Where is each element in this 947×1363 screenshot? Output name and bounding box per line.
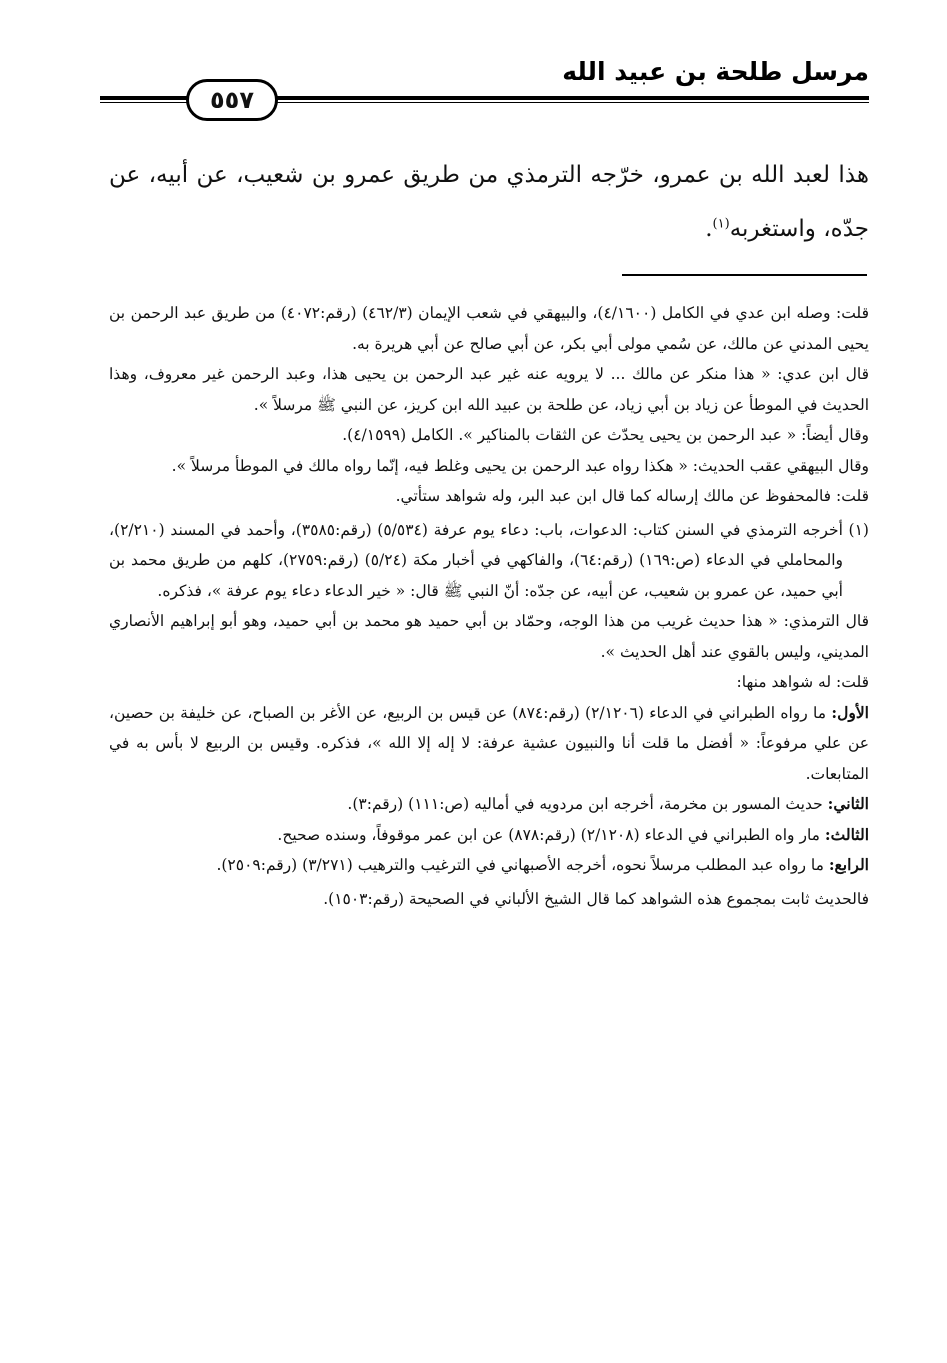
witness-text: مار واه الطبراني في الدعاء (٢/١٢٠٨) (رقم:٨٧٨) عن ابن عمر موقوفاً، وسنده صحيح. xyxy=(277,825,825,844)
witness-label: الرابع: xyxy=(828,855,869,874)
witness-label: الثاني: xyxy=(827,794,869,813)
witness-text: ما رواه الطبراني في الدعاء (٢/١٢٠٦) (رقم:٨٧٤) عن قيس بن الربيع، عن الأغر بن الصباح، عن خليفة بن حصين، عن علي مرفوعاً: « أفضل ما قلت أنا والنبيون عشية عرفة: لا إله إلا الله »، فذكره. وقيس بن الربيع لا بأس به في المتابعات. xyxy=(109,703,869,783)
witness-item xyxy=(109,820,869,851)
witness-label: الثالث: xyxy=(824,824,869,844)
page-number-badge xyxy=(186,79,278,121)
witness-item xyxy=(109,698,869,790)
notes-section xyxy=(109,298,869,914)
note-line: وقال أيضاً: « عبد الرحمن بن يحيى يحدّث عن الثقات بالمناكير ». الكامل (٤/١٥٩٩). xyxy=(342,426,869,444)
witness-label: الأول: xyxy=(831,702,869,722)
running-title: مرسل طلحة بن عبيد الله xyxy=(562,57,869,86)
main-paragraph-end: . xyxy=(705,216,713,242)
footnote-ref-1[interactable]: (١) xyxy=(712,216,730,232)
main-text xyxy=(109,148,869,256)
note-line: قلت: فالمحفوظ عن مالك إرساله كما قال ابن عبد البر، وله شواهد ستأتي. xyxy=(395,487,869,505)
footnote-separator xyxy=(622,274,867,276)
witness-text: ما رواه عبد المطلب مرسلاً نحوه، أخرجه الأصبهاني في الترغيب والترهيب (٣/٢٧١) (رقم:٢٥٠٩). xyxy=(216,856,829,874)
tirmidhi-quote: قال الترمذي: « هذا حديث غريب من هذا الوجه، وحمّاد بن أبي حميد هو محمد بن أبي حميد، وهو أبو إبراهيم الأنصاري المديني، وليس بالقوي عند أهل الحديث ». xyxy=(109,612,869,661)
conclusion: فالحديث ثابت بمجموع هذه الشواهد كما قال الشيخ الألباني في الصحيحة (رقم:١٥٠٣). xyxy=(323,889,869,908)
witness-text: حديث المسور بن مخرمة، أخرجه ابن مردويه في أماليه (ص:١١١) (رقم:٣). xyxy=(347,795,828,813)
note-line: قال ابن عدي: « هذا منكر عن مالك ... لا يرويه عنه غير عبد الرحمن بن يحيى هذا، وعبد الرحمن غير معروف، وهذا الحديث في الموطأ عن زياد بن أبي زياد، عن طلحة بن عبيد الله ابن كريز، عن النبي ﷺ مرسلاً ». xyxy=(109,365,869,414)
main-paragraph xyxy=(109,148,869,256)
footnote-1: (١) أخرجه الترمذي في السنن كتاب: الدعوات، باب: دعاء يوم عرفة (٥/٥٣٤) (رقم:٣٥٨٥)، وأحمد في المسند (٢/٢١٠)، والمحاملي في الدعاء (ص:١٦٩) (رقم:٦٤)، والفاكهي في أخبار مكة (٥/٢٤) (رقم:٢٧٥٩)، كلهم من طريق محمد بن أبي حميد، عن عمرو بن شعيب، عن أبيه، عن جدّه: أنّ النبي ﷺ قال: « خير الدعاء دعاء يوم عرفة »، فذكره. xyxy=(109,520,869,600)
witness-item xyxy=(109,789,869,820)
note-line: وقال البيهقي عقب الحديث: « هكذا رواه عبد الرحمن بن يحيى وغلط فيه، إنّما رواه مالك في الموطأ مرسلاً ». xyxy=(171,456,869,475)
main-paragraph-text: هذا لعبد الله بن عمرو، خرّجه الترمذي من طريق عمرو بن شعيب، عن أبيه، عن جدّه، واستغربه xyxy=(109,162,869,242)
witness-item xyxy=(109,850,869,881)
note-line: قلت: وصله ابن عدي في الكامل (٤/١٦٠٠)، والبيهقي في شعب الإيمان (٤٦٢/٣) (رقم:٤٠٧٢) من طريق عبد الرحمن بن يحيى المدني عن مالك، عن سُمي مولى أبي بكر، عن أبي صالح عن أبي هريرة به. xyxy=(109,304,869,353)
witnesses-intro: قلت: له شواهد منها: xyxy=(736,673,869,691)
page-number: ٥٥٧ xyxy=(210,86,254,114)
